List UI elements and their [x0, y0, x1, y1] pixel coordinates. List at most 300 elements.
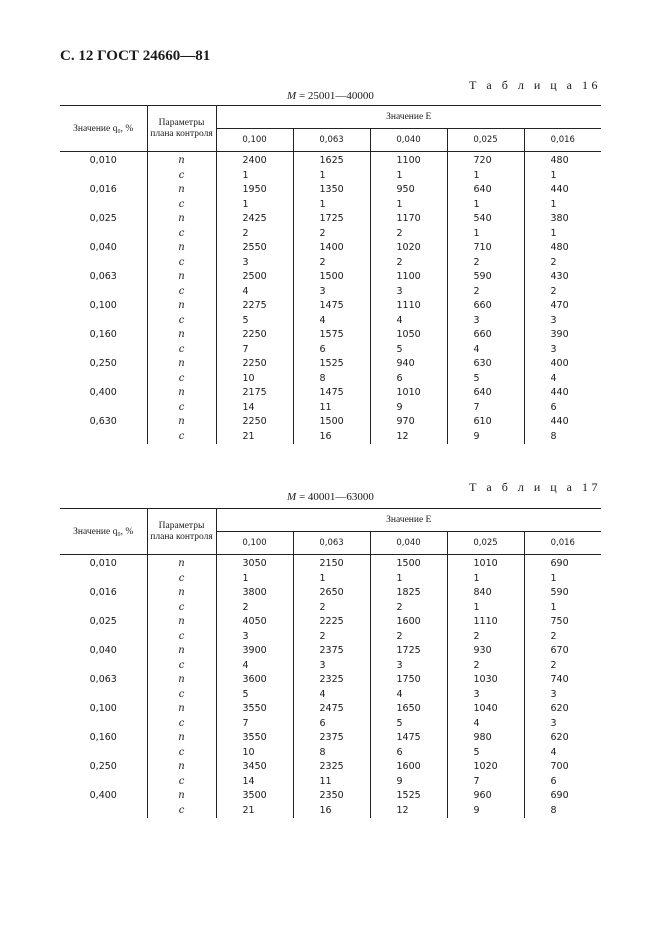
e-col-header: 0,063 — [293, 532, 370, 555]
q0-cell: 0,063 — [89, 271, 117, 282]
value-cell: 1 — [447, 601, 524, 616]
value-cell: 1 — [447, 572, 524, 587]
table-row — [60, 401, 601, 416]
value-cell: 660 — [447, 299, 524, 314]
value-cell: 6 — [524, 775, 601, 790]
value-cell: 11 — [293, 775, 370, 790]
q0-cell — [60, 804, 147, 819]
value-cell: 1750 — [370, 673, 447, 688]
q0-cell: 0,250 — [89, 358, 117, 369]
q0-cell — [60, 601, 147, 616]
table-row — [60, 227, 601, 242]
q0-cell — [60, 572, 147, 587]
value-cell: 970 — [370, 415, 447, 430]
value-cell: 440 — [524, 183, 601, 198]
value-cell: 2 — [242, 227, 249, 239]
value-cell: 4 — [242, 285, 249, 297]
value-cell: 2550 — [242, 242, 267, 253]
param-cell: c — [147, 198, 216, 213]
value-cell: 10 — [242, 746, 255, 758]
value-cell: 950 — [370, 183, 447, 198]
value-cell: 2250 — [242, 329, 267, 340]
value-cell: 1525 — [370, 789, 447, 804]
q0-cell — [60, 343, 147, 358]
page-header: С. 12 ГОСТ 24660—81 — [60, 48, 211, 64]
q0-cell — [60, 630, 147, 645]
q0-cell: 0,160 — [89, 732, 117, 743]
value-cell: 1725 — [293, 212, 370, 227]
q0-cell — [60, 430, 147, 445]
value-cell: 610 — [447, 415, 524, 430]
value-cell: 9 — [370, 401, 447, 416]
value-cell: 3800 — [242, 587, 267, 598]
value-cell: 380 — [524, 212, 601, 227]
value-cell: 1500 — [370, 555, 447, 572]
value-cell: 1 — [293, 572, 370, 587]
value-cell: 620 — [524, 702, 601, 717]
value-cell: 1100 — [370, 270, 447, 285]
table-row — [60, 169, 601, 184]
q0-cell — [60, 314, 147, 329]
value-cell: 3550 — [242, 703, 267, 714]
table-row — [60, 299, 601, 314]
param-cell: c — [147, 659, 216, 674]
value-cell: 690 — [524, 789, 601, 804]
value-cell: 540 — [447, 212, 524, 227]
value-cell: 7 — [447, 775, 524, 790]
table-16 — [60, 105, 601, 444]
header-params — [147, 509, 216, 555]
value-cell: 2 — [293, 256, 370, 271]
value-cell: 3 — [524, 717, 601, 732]
value-cell: 590 — [447, 270, 524, 285]
value-cell: 1 — [524, 601, 601, 616]
table-row — [60, 630, 601, 645]
q0-cell: 0,010 — [89, 155, 117, 166]
value-cell: 3450 — [242, 761, 267, 772]
q0-cell: 0,400 — [89, 387, 117, 398]
value-cell: 2 — [447, 659, 524, 674]
value-cell: 1110 — [370, 299, 447, 314]
m-symbol: M — [287, 491, 297, 503]
param-cell: c — [147, 746, 216, 761]
param-cell: n — [147, 673, 216, 688]
value-cell: 1 — [370, 169, 447, 184]
value-cell: 14 — [242, 401, 255, 413]
value-cell: 670 — [524, 644, 601, 659]
q0-cell — [60, 775, 147, 790]
e-col-header: 0,025 — [447, 532, 524, 555]
param-cell: n — [147, 270, 216, 285]
value-cell: 1500 — [293, 415, 370, 430]
value-cell: 1475 — [293, 386, 370, 401]
q0-cell — [60, 198, 147, 213]
table-row — [60, 702, 601, 717]
value-cell: 6 — [293, 717, 370, 732]
q0-cell: 0,040 — [89, 645, 117, 656]
table-row — [60, 415, 601, 430]
value-cell: 2350 — [293, 789, 370, 804]
table-17-body — [60, 555, 601, 819]
table-row — [60, 212, 601, 227]
value-cell: 12 — [370, 430, 447, 445]
param-cell: n — [147, 183, 216, 198]
value-cell: 1170 — [370, 212, 447, 227]
value-cell: 3 — [293, 285, 370, 300]
value-cell: 470 — [524, 299, 601, 314]
q0-cell: 0,100 — [89, 703, 117, 714]
value-cell: 7 — [242, 343, 249, 355]
value-cell: 1020 — [447, 760, 524, 775]
value-cell: 6 — [370, 746, 447, 761]
value-cell: 400 — [524, 357, 601, 372]
table-17 — [60, 508, 601, 818]
q0-cell — [60, 169, 147, 184]
q0-cell — [60, 256, 147, 271]
value-cell: 640 — [447, 183, 524, 198]
value-cell: 1725 — [370, 644, 447, 659]
table-row — [60, 183, 601, 198]
table-row — [60, 343, 601, 358]
table-row — [60, 615, 601, 630]
value-cell: 1525 — [293, 357, 370, 372]
value-cell: 480 — [524, 152, 601, 169]
table-row — [60, 198, 601, 213]
table-row — [60, 789, 601, 804]
param-cell: n — [147, 615, 216, 630]
value-cell: 1 — [242, 572, 249, 584]
param-cell: n — [147, 702, 216, 717]
table-17-caption: Т а б л и ц а 17 — [469, 480, 601, 494]
value-cell: 980 — [447, 731, 524, 746]
param-cell: c — [147, 601, 216, 616]
value-cell: 1600 — [370, 615, 447, 630]
header-q0: Значение q₀, % — [60, 509, 147, 555]
q0-cell — [60, 688, 147, 703]
table-row — [60, 775, 601, 790]
param-cell: c — [147, 430, 216, 445]
value-cell: 3 — [370, 285, 447, 300]
q0-cell: 0,063 — [89, 674, 117, 685]
param-cell: c — [147, 372, 216, 387]
value-cell: 2 — [370, 601, 447, 616]
param-cell: c — [147, 314, 216, 329]
value-cell: 3 — [242, 630, 249, 642]
value-cell: 4 — [370, 314, 447, 329]
value-cell: 4 — [447, 343, 524, 358]
table-row — [60, 717, 601, 732]
value-cell: 620 — [524, 731, 601, 746]
q0-cell: 0,016 — [89, 184, 117, 195]
param-cell: c — [147, 256, 216, 271]
e-col-header: 0,063 — [293, 129, 370, 152]
param-cell: c — [147, 717, 216, 732]
value-cell: 2325 — [293, 760, 370, 775]
value-cell: 2225 — [293, 615, 370, 630]
e-col-header: 0,016 — [524, 532, 601, 555]
value-cell: 1010 — [447, 555, 524, 572]
value-cell: 1600 — [370, 760, 447, 775]
q0-cell — [60, 659, 147, 674]
param-cell: n — [147, 386, 216, 401]
value-cell: 2250 — [242, 416, 267, 427]
value-cell: 6 — [524, 401, 601, 416]
q0-cell: 0,250 — [89, 761, 117, 772]
value-cell: 1 — [447, 198, 524, 213]
e-col-header: 0,100 — [216, 129, 293, 152]
value-cell: 1040 — [447, 702, 524, 717]
value-cell: 3 — [242, 256, 249, 268]
value-cell: 4 — [447, 717, 524, 732]
value-cell: 4 — [293, 314, 370, 329]
param-cell: n — [147, 789, 216, 804]
value-cell: 6 — [293, 343, 370, 358]
table-row — [60, 256, 601, 271]
param-cell: n — [147, 299, 216, 314]
value-cell: 2175 — [242, 387, 267, 398]
value-cell: 6 — [370, 372, 447, 387]
header-params-line1: Параметры — [158, 520, 205, 531]
value-cell: 3050 — [242, 558, 267, 569]
value-cell: 1475 — [293, 299, 370, 314]
value-cell: 1050 — [370, 328, 447, 343]
e-col-header: 0,100 — [216, 532, 293, 555]
value-cell: 1475 — [370, 731, 447, 746]
table-row — [60, 314, 601, 329]
table-row — [60, 372, 601, 387]
value-cell: 3 — [524, 343, 601, 358]
value-cell: 4050 — [242, 616, 267, 627]
table-row — [60, 152, 601, 169]
value-cell: 1 — [447, 227, 524, 242]
value-cell: 1575 — [293, 328, 370, 343]
param-cell: c — [147, 401, 216, 416]
value-cell: 5 — [242, 688, 249, 700]
header-e: Значение E — [216, 106, 601, 129]
value-cell: 4 — [293, 688, 370, 703]
q0-cell: 0,040 — [89, 242, 117, 253]
table-row — [60, 673, 601, 688]
value-cell: 16 — [293, 430, 370, 445]
value-cell: 1030 — [447, 673, 524, 688]
param-cell: n — [147, 152, 216, 169]
value-cell: 3 — [447, 688, 524, 703]
value-cell: 2 — [524, 630, 601, 645]
q0-cell — [60, 746, 147, 761]
value-cell: 930 — [447, 644, 524, 659]
value-cell: 3600 — [242, 674, 267, 685]
header-q0: Значение q₀, % — [60, 106, 147, 152]
q0-cell: 0,025 — [89, 616, 117, 627]
q0-cell — [60, 717, 147, 732]
value-cell: 2 — [370, 227, 447, 242]
value-cell: 5 — [447, 746, 524, 761]
q0-cell: 0,100 — [89, 300, 117, 311]
param-cell: n — [147, 357, 216, 372]
value-cell: 2 — [293, 227, 370, 242]
header-e: Значение E — [216, 509, 601, 532]
header-params-line1: Параметры — [158, 117, 205, 128]
value-cell: 960 — [447, 789, 524, 804]
value-cell: 2250 — [242, 358, 267, 369]
value-cell: 2 — [242, 601, 249, 613]
table-row — [60, 285, 601, 300]
value-cell: 2 — [293, 601, 370, 616]
value-cell: 1950 — [242, 184, 267, 195]
value-cell: 14 — [242, 775, 255, 787]
value-cell: 640 — [447, 386, 524, 401]
value-cell: 2 — [370, 256, 447, 271]
value-cell: 740 — [524, 673, 601, 688]
value-cell: 3 — [524, 688, 601, 703]
table-row — [60, 659, 601, 674]
header-params — [147, 106, 216, 152]
value-cell: 1020 — [370, 241, 447, 256]
param-cell: c — [147, 630, 216, 645]
value-cell: 720 — [447, 152, 524, 169]
q0-cell: 0,400 — [89, 790, 117, 801]
value-cell: 3900 — [242, 645, 267, 656]
value-cell: 2500 — [242, 271, 267, 282]
q0-cell: 0,016 — [89, 587, 117, 598]
table-row — [60, 746, 601, 761]
value-cell: 11 — [293, 401, 370, 416]
value-cell: 840 — [447, 586, 524, 601]
table-row — [60, 731, 601, 746]
param-cell: c — [147, 804, 216, 819]
value-cell: 1110 — [447, 615, 524, 630]
q0-cell: 0,630 — [89, 416, 117, 427]
value-cell: 8 — [293, 746, 370, 761]
value-cell: 4 — [524, 372, 601, 387]
value-cell: 2150 — [293, 555, 370, 572]
param-cell: n — [147, 731, 216, 746]
value-cell: 1625 — [293, 152, 370, 169]
value-cell: 2 — [524, 256, 601, 271]
value-cell: 3 — [293, 659, 370, 674]
table-row — [60, 430, 601, 445]
value-cell: 8 — [524, 804, 601, 819]
value-cell: 5 — [370, 717, 447, 732]
param-cell: c — [147, 688, 216, 703]
value-cell: 2 — [447, 285, 524, 300]
param-cell: n — [147, 241, 216, 256]
value-cell: 12 — [370, 804, 447, 819]
value-cell: 2 — [447, 630, 524, 645]
value-cell: 9 — [447, 804, 524, 819]
value-cell: 1 — [370, 572, 447, 587]
value-cell: 1 — [524, 198, 601, 213]
value-cell: 2375 — [293, 644, 370, 659]
value-cell: 5 — [447, 372, 524, 387]
table-16-body — [60, 152, 601, 445]
param-cell: n — [147, 212, 216, 227]
param-cell: n — [147, 760, 216, 775]
value-cell: 2275 — [242, 300, 267, 311]
value-cell: 16 — [293, 804, 370, 819]
q0-cell: 0,025 — [89, 213, 117, 224]
table-row — [60, 760, 601, 775]
value-cell: 4 — [370, 688, 447, 703]
value-cell: 1350 — [293, 183, 370, 198]
table-row — [60, 555, 601, 572]
param-cell: n — [147, 644, 216, 659]
value-cell: 9 — [447, 430, 524, 445]
value-cell: 2 — [447, 256, 524, 271]
value-cell: 2375 — [293, 731, 370, 746]
param-cell: n — [147, 415, 216, 430]
param-cell: c — [147, 285, 216, 300]
e-col-header: 0,040 — [370, 532, 447, 555]
value-cell: 3550 — [242, 732, 267, 743]
value-cell: 3500 — [242, 790, 267, 801]
param-cell: c — [147, 227, 216, 242]
table-row — [60, 601, 601, 616]
value-cell: 390 — [524, 328, 601, 343]
header-params-line2: плана контроля — [150, 128, 213, 139]
m-range-value: = 40001—63000 — [296, 491, 374, 503]
value-cell: 5 — [242, 314, 249, 326]
value-cell: 8 — [524, 430, 601, 445]
table-row — [60, 644, 601, 659]
q0-cell — [60, 372, 147, 387]
e-col-header: 0,040 — [370, 129, 447, 152]
table-16-caption: Т а б л и ц а 16 — [469, 78, 601, 92]
param-cell: n — [147, 555, 216, 572]
q0-cell: 0,010 — [89, 558, 117, 569]
value-cell: 630 — [447, 357, 524, 372]
value-cell: 1010 — [370, 386, 447, 401]
table-row — [60, 357, 601, 372]
value-cell: 3 — [447, 314, 524, 329]
value-cell: 2475 — [293, 702, 370, 717]
value-cell: 430 — [524, 270, 601, 285]
value-cell: 690 — [524, 555, 601, 572]
value-cell: 2 — [524, 659, 601, 674]
value-cell: 1500 — [293, 270, 370, 285]
table-row — [60, 586, 601, 601]
value-cell: 440 — [524, 386, 601, 401]
table-row — [60, 241, 601, 256]
table-row — [60, 386, 601, 401]
table-row — [60, 804, 601, 819]
value-cell: 9 — [370, 775, 447, 790]
value-cell: 1400 — [293, 241, 370, 256]
value-cell: 1 — [293, 169, 370, 184]
value-cell: 2650 — [293, 586, 370, 601]
param-cell: n — [147, 586, 216, 601]
value-cell: 2 — [370, 630, 447, 645]
table-row — [60, 270, 601, 285]
table-17-m-range — [60, 491, 601, 503]
value-cell: 660 — [447, 328, 524, 343]
value-cell: 1 — [524, 169, 601, 184]
table-row — [60, 328, 601, 343]
value-cell: 940 — [370, 357, 447, 372]
value-cell: 1 — [447, 169, 524, 184]
value-cell: 710 — [447, 241, 524, 256]
q0-cell — [60, 285, 147, 300]
value-cell: 440 — [524, 415, 601, 430]
value-cell: 3 — [370, 659, 447, 674]
value-cell: 1650 — [370, 702, 447, 717]
value-cell: 2325 — [293, 673, 370, 688]
e-col-header: 0,025 — [447, 129, 524, 152]
value-cell: 1 — [524, 227, 601, 242]
value-cell: 21 — [242, 430, 255, 442]
param-cell: n — [147, 328, 216, 343]
value-cell: 7 — [447, 401, 524, 416]
